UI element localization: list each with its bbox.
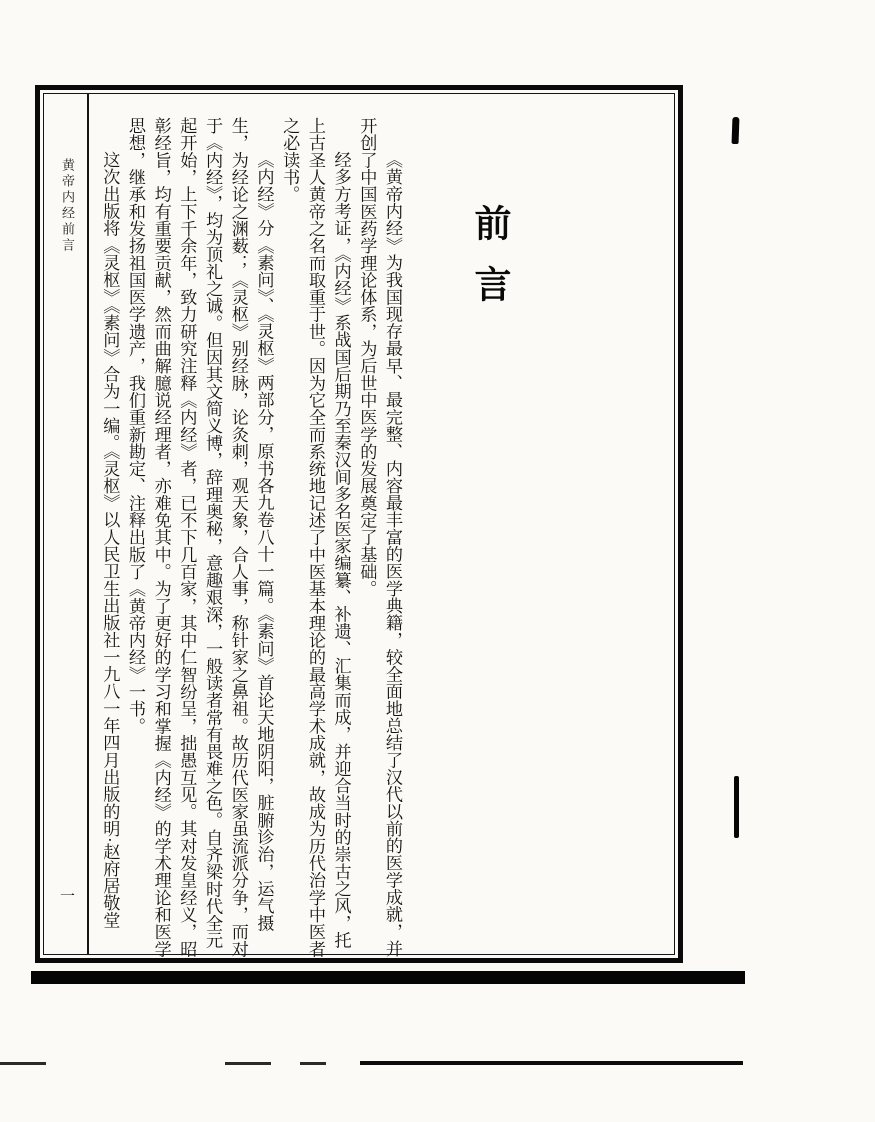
preface-title: 前言 [469, 204, 510, 326]
running-title: 黄帝内经前言 [60, 158, 75, 254]
paragraph-3: 《内经》分《素问》、《灵枢》两部分，原书各九卷八十一篇。《素问》首论天地阴阳，脏腑诊治，运气摄生，为经论之渊薮；《灵枢》别经脉，论灸刺，观天象，合人事，称针家之鼻祖。故历代医家虽流派分争，而对于《内经》，均为顶礼之诚。但因其文简义博，辞理奥秘，意趣艰深，一般读者常有畏难之色。自齐梁时代全元起开始，上下千余年，致力研究注释《内经》者，已不下几百家，其中仁智纷呈，拙愚互见。其对发皇经义，昭彰经旨，均有重要贡献，然而曲解臆说经理者，亦难免其中。为了更好的学习和掌握《内经》的学术理论和医学思想，继承和发扬祖国医学遗产，我们重新勘定、注释出版了《黄帝内经》一书。 [125, 117, 274, 958]
scan-ink-mark-icon [734, 776, 739, 838]
scan-edge-artifact [0, 1062, 46, 1065]
page-number: 一 [58, 888, 74, 903]
paragraph-1: 《黄帝内经》为我国现存最早、最完整、内容最丰富的医学典籍，较全面地总结了汉代以前的医学成就，并开创了中国医药学理论体系，为后世中医学的发展奠定了基础。 [357, 117, 402, 958]
paragraph-2: 经多方考证，《内经》系战国后期乃至秦汉间多名医家编纂、补遗、汇集而成，并迎合当时的崇古之风，托上古圣人黄帝之名而取重于世。因为它全而系统地记述了中医基本理论的最高学术成就，故成为历代治学中医者之必读书。 [280, 117, 351, 958]
scan-ink-mark-icon [732, 117, 740, 144]
paragraph-4: 这次出版将《灵枢》《素问》合为一编。《灵枢》以人民卫生出版社一九八一年四月出版的明·赵府居敬堂 [100, 151, 120, 929]
scan-edge-artifact [360, 1061, 743, 1065]
scan-edge-artifact [300, 1062, 326, 1065]
body-text [96, 117, 405, 960]
margin-column-divider [87, 94, 89, 954]
scan-edge-artifact [225, 1062, 271, 1065]
page-edge-shadow [31, 971, 745, 984]
